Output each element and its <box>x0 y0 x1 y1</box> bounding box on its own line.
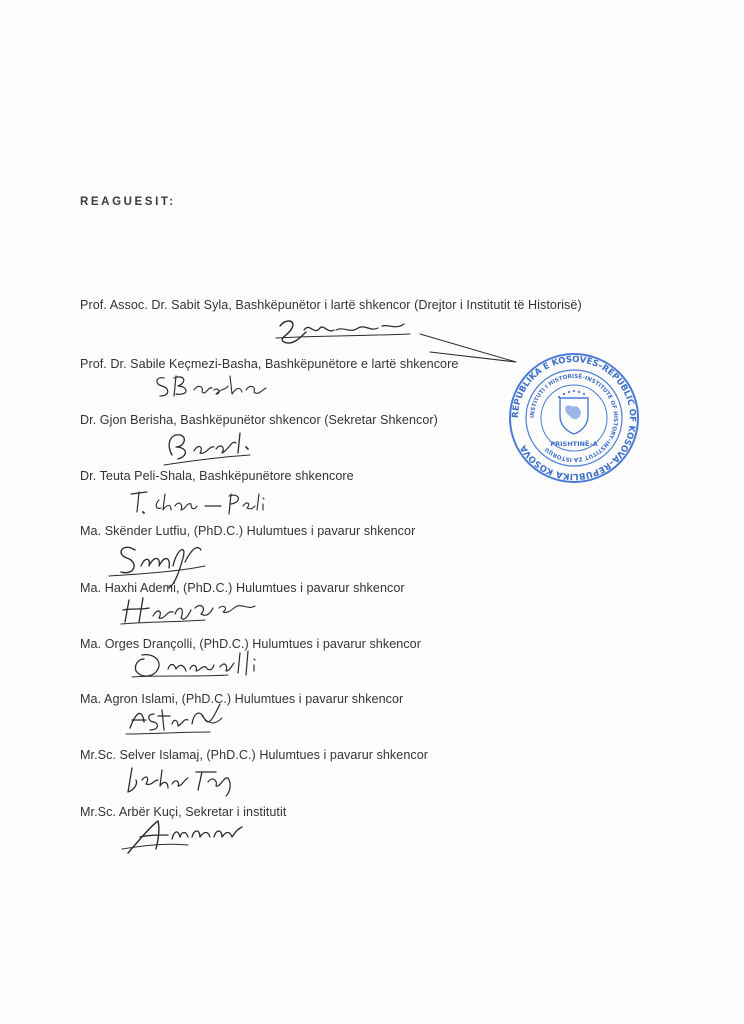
signatory-entry-4: Dr. Teuta Peli-Shala, Bashkëpunëtore shkencore <box>80 469 354 483</box>
signatory-entry-6: Ma. Haxhi Ademi, (PhD.C.) Hulumtues i pavarur shkencor <box>80 581 405 595</box>
signatory-entry-7: Ma. Orges Drançolli, (PhD.C.) Hulumtues i pavarur shkencor <box>80 637 421 651</box>
document-heading: REAGUESIT: <box>80 196 176 208</box>
signature-7 <box>128 647 268 687</box>
stamp-city: PRISHTINË–A <box>550 440 598 448</box>
signatory-entry-1: Prof. Assoc. Dr. Sabit Syla, Bashkëpunëtor i lartë shkencor (Drejtor i Institutit të Historisë) <box>80 298 582 312</box>
signatory-entry-5: Ma. Skënder Lutfiu, (PhD.C.) Hulumtues i pavarur shkencor <box>80 524 416 538</box>
signature-10 <box>118 815 258 860</box>
signature-9 <box>118 762 248 802</box>
signatory-entry-3: Dr. Gjon Berisha, Bashkëpunëtor shkencor (Sekretar Shkencor) <box>80 413 438 427</box>
signature-2 <box>150 368 290 408</box>
signatory-entry-9: Mr.Sc. Selver Islamaj, (PhD.C.) Hulumtues i pavarur shkencor <box>80 748 429 762</box>
official-stamp <box>506 350 642 486</box>
stamp-inner-text: INSTITUTI I HISTORISË–INSTITUTE OF HISTORY–INSTITUT ZA ISTORIJU <box>529 373 619 463</box>
stamp-outer-text: REPUBLIKA E KOSOVËS–REPUBLIC OF KOSOVA–REPUBLIKA KOSOVA <box>510 354 638 482</box>
signature-1 <box>270 312 530 372</box>
coat-of-arms-icon <box>558 390 588 434</box>
signatory-entry-2: Prof. Dr. Sabile Keçmezi-Basha, Bashkëpunëtore e lartë shkencore <box>80 357 459 371</box>
signature-5 <box>105 536 225 591</box>
signature-8 <box>120 702 240 742</box>
signatory-entry-10: Mr.Sc. Arbër Kuçi, Sekretar i institutit <box>80 805 287 819</box>
signatory-entry-8: Ma. Agron Islami, (PhD.C.) Hulumtues i pavarur shkencor <box>80 692 404 706</box>
signature-6 <box>115 592 275 632</box>
signature-3 <box>160 425 270 470</box>
signature-4 <box>125 486 275 522</box>
